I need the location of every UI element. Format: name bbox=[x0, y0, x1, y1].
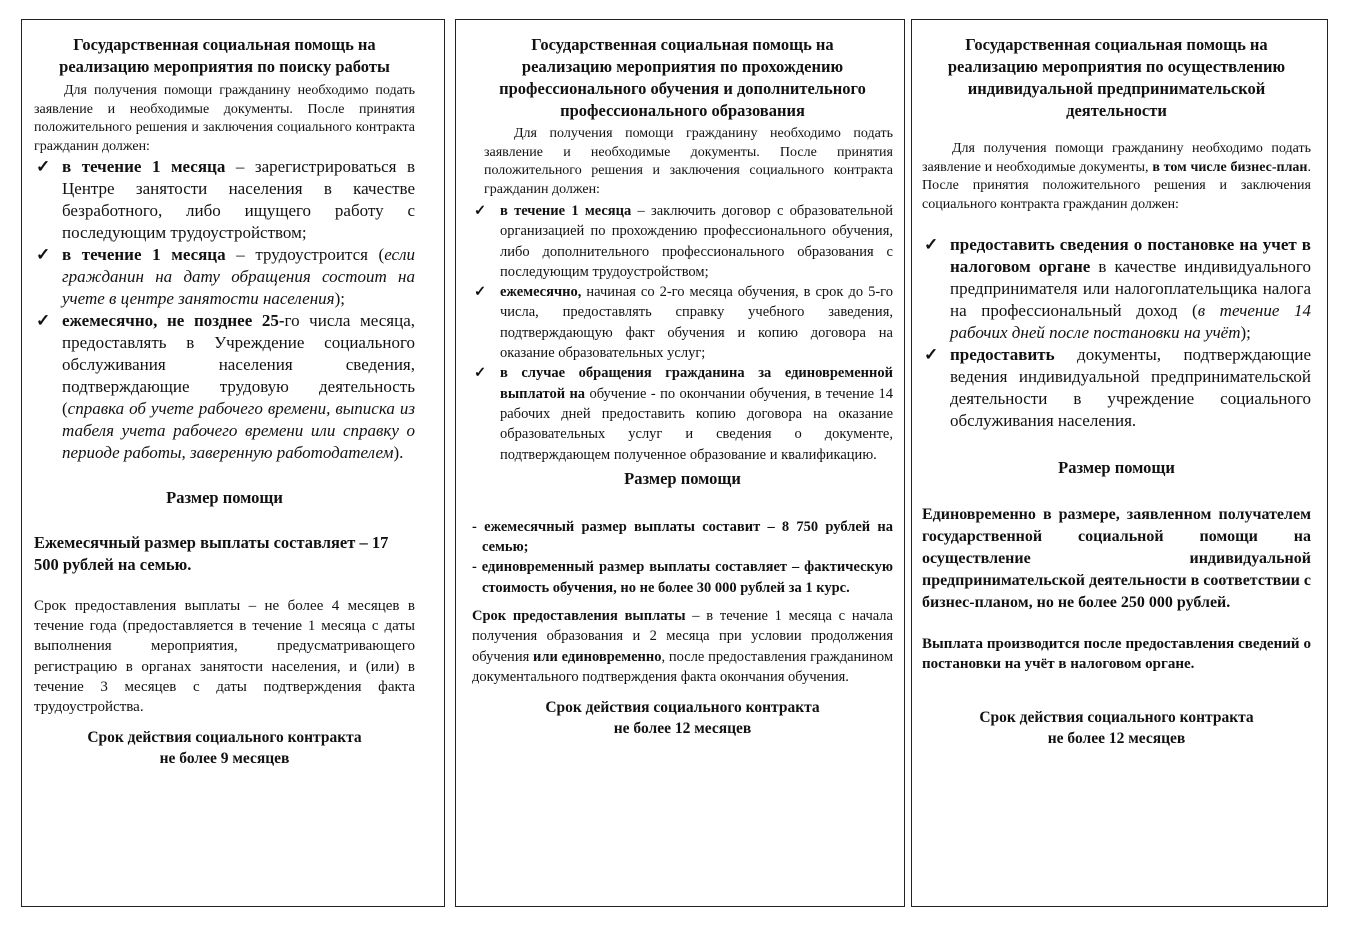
column-education bbox=[455, 19, 905, 907]
check-icon: ✓ bbox=[36, 157, 51, 176]
intro-text: Для получения помощи гражданину необходимо подать заявление и необходимые документы, в том числе бизнес-план. После принятия положительного решения и заключения социального контракта гражданин должен: bbox=[922, 141, 1311, 212]
list-item: ✓ в случае обращения гражданина за единовременной выплатой на обучение - по окончании обучения, в течение 14 рабочих дней предоставить копию договора на оказание образовательных услуг и сведения о документе, подтверждающем полученное образование и квалификацию. bbox=[474, 365, 894, 463]
check-icon: ✓ bbox=[36, 311, 51, 330]
intro-text: Для получения помощи гражданину необходимо подать заявление и необходимые документы. После принятия положительного решения и заключения социального контракта гражданин должен: bbox=[484, 126, 893, 197]
size-heading: Размер помощи bbox=[624, 468, 741, 488]
list-item: ✓ ежемесячно, не позднее 25-го числа месяца, предоставлять в Учреждение социального обслуживания населения сведения, подтверждающие трудовую деятельность (справка об учете рабочего времени, выписка из табеля учета рабочего времени или справку о периоде работы, заверенную работодателем). bbox=[36, 311, 415, 462]
payment-term: Срок предоставления выплаты – в течение 1 месяца с начала получения образования и 2 месяца при условии продолжения обучения или единовременно, после предоставления гражданином документального подтверждения факта окончания обучения. bbox=[472, 608, 893, 685]
check-icon: ✓ bbox=[924, 345, 939, 364]
check-icon: ✓ bbox=[474, 203, 487, 219]
list-item: ✓ предоставить сведения о постановке на учет в налоговом органе в качестве индивидуального предпринимателя или налогоплательщика налога на профессиональный доход (в течение 14 рабочих дней после постановки на учёт); bbox=[924, 235, 1311, 342]
list-item: ✓ в течение 1 месяца – заключить договор с образовательной организацией по прохождению профессионального обучения, либо дополнительного профессионального образования с последующим трудоустройством; bbox=[474, 203, 893, 280]
list-item: ✓ предоставить документы, подтверждающие ведения индивидуальной предпринимательской деятельности в учреждение социального обслуживания населения. bbox=[924, 345, 1311, 430]
payment-onetime: - единовременный размер выплаты составляет – фактическую стоимость обучения, но не более 30 000 рублей за 1 курс. bbox=[472, 559, 893, 596]
column-title: Государственная социальная помощь на реализацию мероприятия по осуществлению индивидуальной предпринимательской деятельности bbox=[947, 35, 1286, 120]
contract-term: Срок действия социального контракта не более 9 месяцев bbox=[87, 729, 362, 768]
payment-monthly: - ежемесячный размер выплаты составит – 8 750 рублей на семью; bbox=[472, 518, 893, 556]
list-item: ✓ в течение 1 месяца – трудоустроится (если гражданин на дату обращения состоит на учете в центре занятости населения); bbox=[36, 245, 415, 308]
contract-term: Срок действия социального контракта не более 12 месяцев bbox=[545, 699, 820, 738]
requirements-list bbox=[34, 156, 415, 464]
size-heading: Размер помощи bbox=[166, 488, 283, 507]
intro-text: Для получения помощи гражданину необходимо подать заявление и необходимые документы. После принятия положительного решения и заключения социального контракта гражданин должен: bbox=[34, 83, 415, 154]
size-heading: Размер помощи bbox=[1058, 458, 1175, 477]
check-icon: ✓ bbox=[36, 245, 51, 264]
requirements-list bbox=[472, 201, 893, 465]
column-job-search bbox=[21, 19, 445, 907]
payment-amount: Единовременно в размере, заявленном получателем государственной социальной помощи на осуществление индивидуальной предпринимательской деятельности в соответствии с бизнес-планом, но не более 250 000 рублей. bbox=[922, 506, 1311, 611]
column-entrepreneurship bbox=[911, 19, 1328, 907]
check-icon: ✓ bbox=[474, 284, 487, 301]
payment-amount: Ежемесячный размер выплаты составляет – 17 500 рублей на семью. bbox=[34, 533, 389, 574]
list-item: ✓ в течение 1 месяца – зарегистрироваться в Центре занятости населения в качестве безработного, либо ищущего работу с последующим трудоустройством; bbox=[36, 157, 415, 242]
column-title: Государственная социальная помощь на реализацию мероприятия по поиску работы bbox=[59, 35, 390, 76]
column-title: Государственная социальная помощь на реализацию мероприятия по прохождению профессионального обучения и дополнительного профессионального образования bbox=[499, 35, 866, 120]
contract-term: Срок действия социального контракта не более 12 месяцев bbox=[979, 708, 1254, 747]
list-item: ✓ ежемесячно, начиная со 2-го месяца обучения, в срок до 5-го числа, предоставлять справку учебного заведения, подтверждающую факт обучения и копию договора на оказание образовательных услуг; bbox=[474, 284, 893, 362]
payment-note: Выплата производится после предоставления сведений о постановки на учёт в налоговом органе. bbox=[922, 636, 1311, 673]
check-icon: ✓ bbox=[924, 235, 939, 254]
check-icon: ✓ bbox=[474, 365, 487, 382]
requirements-list bbox=[922, 234, 1311, 432]
payment-term: Срок предоставления выплаты – не более 4 месяцев в течение года (предоставляется в течение 1 месяца с даты выполнения мероприятия, предусматривающего регистрацию в органах занятости населения, и (или) в течение 3 месяцев с даты подтверждения факта трудоустройства. bbox=[34, 598, 415, 716]
